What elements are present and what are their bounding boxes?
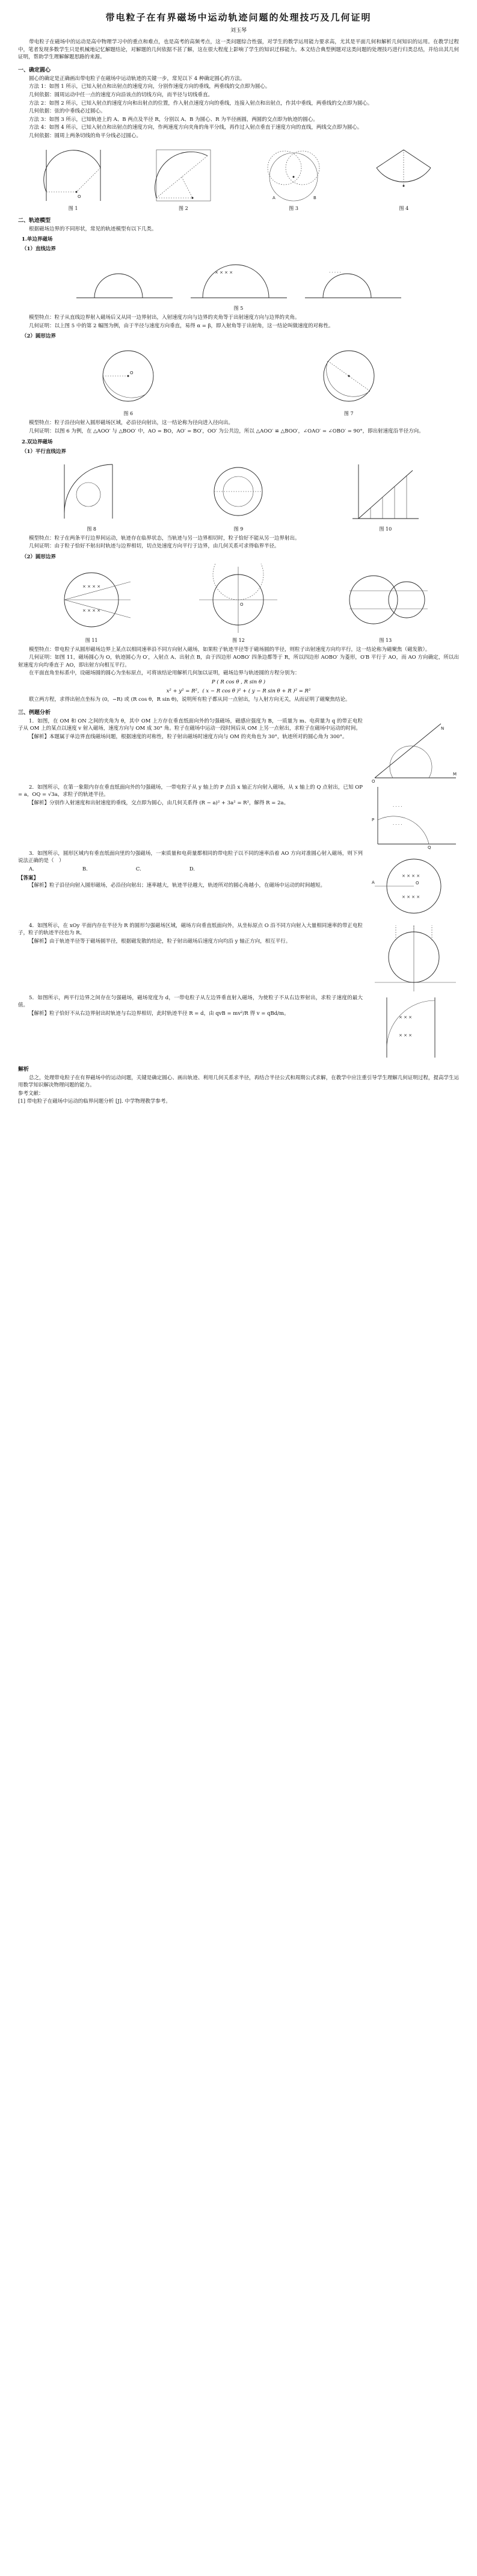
svg-text:M: M — [453, 771, 457, 777]
paragraph: 根据磁场边界的不同形状，常见的轨迹模型有以下几类。 — [29, 226, 157, 232]
solution: 【解析】由于轨迹半径等于磁场圆半径，根据磁发散的结论，粒子射出磁场后速度方向均沿 y 轴正方向，相互平行。 — [29, 938, 291, 944]
paragraph: 几何依据：圆周上两条切线的角平分线必过圆心。 — [29, 132, 142, 139]
example-2 — [18, 784, 459, 850]
figure-3 — [260, 144, 327, 212]
svg-text:× × × ×: × × × × — [214, 270, 233, 276]
question: 2．如图所示，在第一象限内存在垂直纸面向外的匀强磁场，一带电粒子从 y 轴上的 P 点沿 x 轴正方向射入磁场，从 x 轴上的 Q 点射出，已知 OP = a，OQ = √3a，求粒子的轨迹半径。 — [18, 784, 363, 798]
answer-label: 【答案】 — [18, 875, 39, 881]
choices — [18, 866, 363, 872]
question: 3．如图所示，圆形区域内有垂直纸面向里的匀强磁场，一束质量和电荷量都相同的带电粒子以不同的速率沿着 AO 方向对准圆心射入磁场，则下列说法正确的是（ ） — [18, 850, 363, 864]
figure-caption: 图 11 — [85, 637, 98, 643]
question: 4．如图所示，在 xOy 平面内存在半径为 R 的圆形匀强磁场区域，磁场方向垂直纸面向外，从坐标原点 O 沿不同方向射入大量相同速率的带正电粒子，粒子的轨迹半径也为 R。 — [18, 922, 363, 937]
svg-text:P: P — [372, 817, 375, 822]
figure-9 — [199, 458, 277, 532]
figure-caption: 图 5 — [233, 306, 244, 312]
author: 刘玉琴 — [230, 28, 247, 34]
svg-text:× × × ×: × × × × — [82, 608, 101, 613]
figure-8-diagram — [52, 458, 131, 525]
svg-text:× × × ×: × × × × — [82, 584, 101, 589]
figure-3-diagram — [260, 144, 327, 204]
svg-text:× × ×: × × × — [399, 1032, 413, 1038]
solution: 【解析】粒子恰好不从右边界射出时轨迹与右边界相切，此时轨迹半径 R = d，由 qvB = mv²/R 得 v = qBd/m。 — [29, 1010, 289, 1017]
subheading: （2）圆形边界 — [22, 333, 56, 340]
subheading: 1.单边界磁场 — [22, 236, 53, 243]
figure-12-diagram — [193, 564, 283, 636]
svg-text:O: O — [130, 371, 134, 376]
example-3-diagram — [369, 850, 459, 922]
paragraph: 几何证明：由于粒子恰好不射出时轨迹与边界相切，切点处速度方向平行于边界，由几何关系可求得临界半径。 — [29, 543, 280, 550]
figure-caption: 图 3 — [289, 205, 298, 211]
summary-heading: 解析 — [18, 1066, 29, 1073]
subheading: 2.双边界磁场 — [22, 439, 53, 445]
figure-13-diagram — [340, 564, 431, 636]
question: 1．如图，在 OM 和 ON 之间的夹角为 θ，其中 OM 上方存在垂直纸面向外的匀强磁场，磁感应强度为 B，一质量为 m、电荷量为 q 的带正电粒子从 OM 上的某点以速度 v 射入磁场，速度方向与 OM 成 30° 角。粒子在磁场中运动一段时间后从 OM 上另一点射出，求粒子在磁场中运动的时间。 — [18, 718, 363, 732]
figure-4-diagram — [371, 144, 437, 204]
svg-text:× × × ×: × × × × — [402, 873, 420, 878]
example-1 — [18, 718, 459, 784]
figure-4 — [371, 144, 437, 212]
solution: 【解析】分别作入射速度和出射速度的垂线，交点即为圆心，由几何关系得 (R − a)² + 3a² = R²，解得 R = 2a。 — [29, 800, 289, 806]
svg-text:· · · ·: · · · · — [393, 804, 402, 809]
paragraph: 在平面直角坐标系中，设磁场圆的圆心为坐标原点，可将该结论用解析几何加以证明，磁场边界与轨迹圆的方程分别为： — [29, 670, 300, 677]
paragraph: 几何依据：圆周运动中任一点的速度方向沿该点的切线方向，而半径与切线垂直。 — [29, 91, 214, 98]
choice-a: A. — [29, 866, 34, 872]
figure-row-4 — [18, 564, 459, 644]
figure-caption: 图 9 — [233, 526, 244, 532]
svg-text:B: B — [313, 195, 316, 200]
example-5 — [18, 994, 459, 1061]
paragraph: 联立两方程，求得出射点坐标为 (0，−R) 或 (R cos θ，R sin θ)，说明所有粒子都从同一点射出，与入射方向无关，从而证明了磁聚焦结论。 — [29, 697, 351, 703]
example-5-diagram — [369, 994, 459, 1061]
figure-row-3 — [18, 458, 459, 532]
figure-caption: 图 1 — [68, 205, 78, 211]
svg-text:× × ×: × × × — [399, 1014, 413, 1020]
svg-text:A: A — [272, 195, 275, 200]
paragraph: 模型特点：带电粒子从圆形磁场边界上某点以相同速率沿不同方向射入磁场，如果粒子轨迹半径等于磁场圆的半径，则粒子出射速度方向均平行，这一结论称为磁聚焦（磁发散）。 — [29, 646, 431, 653]
figure-caption: 图 7 — [343, 411, 354, 417]
choice-d: D. — [189, 866, 195, 872]
section-heading-1: 一、确定圆心 — [18, 67, 51, 73]
figure-row-5 — [18, 256, 459, 312]
svg-text:· · · · ·: · · · · · — [328, 270, 341, 276]
figure-caption: 图 12 — [232, 637, 245, 643]
paragraph: 圆心的确定是正确画出带电粒子在磁场中运动轨迹的关键一步，常见以下 4 种确定圆心的方法。 — [29, 75, 245, 82]
paragraph: 总之，处理带电粒子在有界磁场中的运动问题，关键是确定圆心、画出轨迹、利用几何关系求半径，再结合半径公式和周期公式求解，在教学中应注重引导学生理解几何证明过程，提高学生运用数学知识解决物理问题的能力。 — [18, 1074, 459, 1089]
section-heading-2: 二、轨迹模型 — [18, 217, 51, 224]
figure-5-diagram — [70, 256, 407, 304]
figure-12 — [193, 564, 283, 644]
paragraph: 几何证明：如图 11，磁场圆心为 O，轨迹圆心为 O′，入射点 A、出射点 B，由于四边形 AOBO′ 四条边都等于 R，所以四边形 AOBO′ 为菱形，O′B 平行于 AO，而 AO 方向确定，所以出射速度方向均垂直于 AO，即出射方向相互平行。 — [18, 655, 459, 668]
svg-text:× × × ×: × × × × — [402, 894, 420, 899]
figure-row-2 — [18, 343, 459, 417]
svg-text:Q: Q — [428, 845, 431, 850]
figure-caption: 图 4 — [399, 205, 409, 211]
example-1-diagram — [369, 718, 459, 784]
figure-caption: 图 13 — [379, 637, 392, 643]
formula: x² + y² = R²，( x − R cos θ )² + ( y − R sin θ + R )² = R² — [166, 688, 311, 695]
paragraph: 方法 4：如图 4 所示，已知入射点和出射点的速度方向，作两速度方向夹角的角平分线，再作过入射点垂直于速度方向的直线，两线交点即为圆心。 — [29, 125, 363, 131]
paragraph: 方法 3：如图 3 所示，已知轨迹上的 A、B 两点及半径 R，分别以 A、B 为圆心、R 为半径画圆，两圆的交点即为轨迹的圆心。 — [29, 116, 318, 123]
svg-text:· · · ·: · · · · — [393, 822, 402, 827]
paragraph: 模型特点：粒子沿径向射入圆形磁场区域，必沿径向射出，这一结论称为径向进入径向出。 — [29, 420, 234, 427]
paragraph: 模型特点：粒子在两条平行边界间运动，轨迹存在临界状态，当轨迹与另一边界相切时，粒子恰好不能从另一边界射出。 — [29, 535, 300, 541]
figure-row-1 — [18, 144, 459, 212]
document-page — [18, 0, 459, 1106]
figure-10 — [346, 458, 425, 532]
figure-1 — [40, 144, 106, 212]
figure-caption: 图 8 — [87, 526, 96, 532]
solution: 【解析】粒子沿径向射入圆形磁场，必沿径向射出；速率越大，轨迹半径越大，轨迹所对的圆心角越小，在磁场中运动的时间越短。 — [29, 882, 326, 889]
svg-text:O: O — [240, 602, 244, 607]
figure-7 — [310, 343, 388, 417]
figure-5 — [70, 256, 407, 312]
svg-text:A: A — [372, 880, 375, 885]
paragraph: 几何依据：弦的中垂线必过圆心。 — [29, 108, 106, 115]
example-3 — [18, 850, 459, 922]
page-title: 带电粒子在有界磁场中运动轨迹问题的处理技巧及几何证明 — [105, 12, 372, 23]
figure-6 — [89, 343, 167, 417]
subheading: （2）圆形边界 — [22, 553, 56, 560]
intro-paragraph: 带电粒子在磁场中的运动是高中物理学习中的重点和难点，也是高考的高频考点，这一类问题综合性强，对学生的数学运用能力要求高，尤其是平面几何和解析几何知识的运用。在教学过程中，笔者发现多数学生只是机械地记忆解题结论，对解题的几何依据不甚了解，这在很大程度上影响了学生的知识迁移能力。本文结合典型例题对这类问题的处理技巧进行归类总结，并给出其几何证明，帮助学生理解解题思路的来源。 — [18, 39, 459, 61]
figure-13 — [340, 564, 431, 644]
reference-item: [1] 带电粒子在磁场中运动的临界问题分析 [J]. 中学物理教学参考。 — [18, 1098, 171, 1105]
figure-7-diagram — [310, 343, 388, 409]
figure-6-diagram — [89, 343, 167, 409]
paragraph: 几何证明：以图 6 为例，在 △AOO′ 与 △BOO′ 中，AO = BO，AO′ = BO′，OO′ 为公共边，所以 △AOO′ ≌ △BOO′，∠OAO′ = ∠OBO′ = 90°，即出射速度沿半径方向。 — [29, 428, 424, 434]
figure-9-diagram — [199, 458, 277, 525]
example-4-diagram — [369, 922, 459, 994]
figure-caption: 图 10 — [379, 526, 392, 532]
section-heading-3: 三、例题分析 — [18, 709, 51, 716]
example-4 — [18, 922, 459, 994]
figure-11-diagram — [46, 564, 137, 636]
svg-text:O: O — [77, 194, 81, 199]
solution: 【解析】本题属于单边界直线磁场问题，根据速度的对称性，粒子射出磁场时速度方向与 OM 的夹角也为 30°，轨迹所对的圆心角为 300°。 — [29, 733, 348, 740]
example-2-diagram — [369, 784, 459, 850]
figure-1-diagram — [40, 144, 106, 204]
formula: P ( R cos θ , R sin θ ) — [211, 679, 266, 686]
figure-10-diagram — [346, 458, 425, 525]
figure-11 — [46, 564, 137, 644]
paragraph: 方法 2：如图 2 所示，已知入射点的速度方向和出射点的位置，作入射点速度方向的垂线，连接入射点和出射点，作其中垂线，两垂线的交点即为圆心。 — [29, 100, 373, 106]
choice-c: C. — [135, 866, 141, 872]
paragraph: 方法 1：如图 1 所示，已知入射点和出射点的速度方向，分别作速度方向的垂线，两垂线的交点即为圆心。 — [29, 84, 271, 90]
svg-text:N: N — [441, 726, 445, 731]
figure-8 — [52, 458, 131, 532]
figure-2 — [150, 144, 217, 212]
svg-text:O: O — [372, 778, 375, 784]
figure-2-diagram — [150, 144, 217, 204]
figure-caption: 图 2 — [179, 205, 188, 211]
subheading: （1）平行直线边界 — [22, 448, 66, 455]
paragraph: 几何证明：以上图 5 中的第 2 幅图为例，由于半径与速度方向垂直，易得 α = β，即入射角等于出射角，这一结论叫做速度的对称性。 — [29, 322, 334, 329]
question: 5．如图所示，两平行边界之间存在匀强磁场，磁场宽度为 d，一带电粒子从左边界垂直射入磁场，为使粒子不从右边界射出，求粒子速度的最大值。 — [18, 994, 363, 1009]
choice-b: B. — [82, 866, 88, 872]
references-label: 参考文献： — [18, 1090, 44, 1097]
subheading: （1）直线边界 — [22, 246, 56, 253]
svg-text:O: O — [416, 880, 419, 886]
paragraph: 模型特点：粒子从直线边界射入磁场后又从同一边界射出，入射速度方向与边界的夹角等于出射速度方向与边界的夹角。 — [29, 315, 300, 321]
figure-caption: 图 6 — [123, 411, 134, 417]
